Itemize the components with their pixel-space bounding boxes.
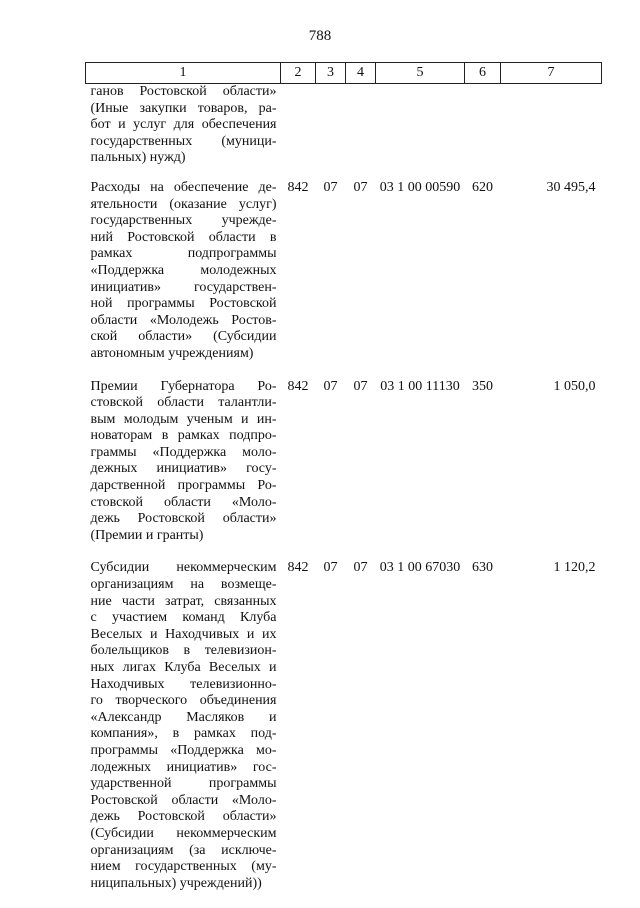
row-description [86,180,281,379]
column-header-5: 5 [376,63,465,84]
description-line: болельщиков в телевизион- [90,643,277,659]
description-line: новаторам в рамках подпро- [90,428,277,444]
column-header-2: 2 [281,63,316,84]
description-line: ской области» (Субсидии [90,329,277,345]
table-row [86,560,602,908]
column-header-3: 3 [316,63,346,84]
description-line: государственных учрежде- [90,213,277,229]
description-line: ятельности (оказание услуг) [90,196,277,212]
description-line: (Премии и гранты) [90,527,204,543]
section-code: 07 [323,378,338,394]
description-line: стовской области талантли- [90,395,277,411]
expense-type-code: 350 [472,378,493,394]
amount-value [501,84,602,180]
description-line: Веселых и Находчивых и их [90,626,277,642]
ministry-code [281,84,316,180]
description-line: рамках подпрограммы [90,246,277,262]
ministry-code: 842 [287,378,309,394]
description-line: Премии Губернатора Ро- [90,378,277,394]
description-line: дарственной программы Ро- [90,478,277,494]
description-line: стовской области «Моло- [90,494,277,510]
description-line: ний Ростовской области в [90,229,277,245]
budget-table [85,62,602,908]
expense-type-code: 630 [472,560,493,576]
description-line: дежь Ростовской области» [90,809,277,825]
table-row [86,180,602,379]
description-line: «Александр Масляков и [90,709,277,725]
description-line: вым молодым ученым и ин- [90,411,277,427]
description-line: ных лигах Клуба Веселых и [90,660,277,675]
description-line: Находчивых телевизионно- [90,676,277,692]
section-code: 07 [323,179,338,195]
description-line: государственных (муници- [90,133,277,149]
description-line: дежь Ростовской области» [90,511,277,527]
description-line: граммы «Поддержка моло- [90,444,277,460]
description-line: (Субсидии некоммерческим [90,825,277,841]
description-line: ниципальных) учреждений)) [90,875,262,891]
description-line: ние части затрат, связанных [90,593,277,609]
column-header-7: 7 [501,63,602,84]
description-line: компания», в рамках под- [90,726,277,742]
target-article-code: 03 1 00 00590 [379,179,461,195]
column-header-1: 1 [86,63,281,84]
ministry-code: 842 [287,179,309,195]
description-line: организациям на возмеще- [90,577,277,593]
description-line: ударственной программы [90,776,277,792]
description-line: Субсидии некоммерческим [90,560,277,576]
expense-type-code: 620 [472,179,493,195]
target-article-code [376,84,465,180]
page-number: 788 [308,28,332,44]
description-line: «Поддержка молодежных [90,262,277,278]
section-code [316,84,346,180]
subsection-code: 07 [353,560,368,576]
column-header-6: 6 [465,63,501,84]
row-description [86,84,281,180]
description-line: Ростовской области «Моло- [90,792,277,808]
ministry-code: 842 [287,560,309,576]
table-row [86,379,602,561]
description-line: Расходы на обеспечение де- [90,179,277,195]
row-description [86,379,281,561]
description-line: организациям (за исключе- [90,842,277,858]
table-row [86,84,602,180]
description-line: программы «Поддержка мо- [90,742,277,758]
description-line: ганов Ростовской области» [90,84,277,99]
description-line: дежных инициатив» госу- [90,461,277,477]
amount-value: 1 050,0 [553,378,596,394]
target-article-code: 03 1 00 67030 [379,560,461,576]
target-article-code: 03 1 00 11130 [380,378,460,394]
subsection-code: 07 [353,179,368,195]
description-line: с участием команд Клуба [90,610,277,626]
description-line: области «Молодежь Ростов- [90,312,277,328]
description-line: ной программы Ростовской [90,296,277,312]
expense-type-code [465,84,501,180]
section-code: 07 [323,560,338,576]
subsection-code [346,84,376,180]
description-line: нием государственных (му- [90,859,277,875]
description-line: инициатив» государствен- [90,279,277,295]
amount-value: 30 495,4 [546,179,596,195]
description-line: го творческого объединения [90,693,277,709]
description-line: лодежных инициатив» гос- [90,759,277,775]
amount-value: 1 120,2 [553,560,596,576]
subsection-code: 07 [353,378,368,394]
description-line: пальных) нужд) [90,150,186,166]
row-description [86,560,281,908]
description-line: (Иные закупки товаров, ра- [90,100,277,116]
column-header-4: 4 [346,63,376,84]
description-line: автономным учреждениям) [90,345,254,361]
column-number-header-row [86,63,602,84]
description-line: бот и услуг для обеспечения [90,117,277,133]
